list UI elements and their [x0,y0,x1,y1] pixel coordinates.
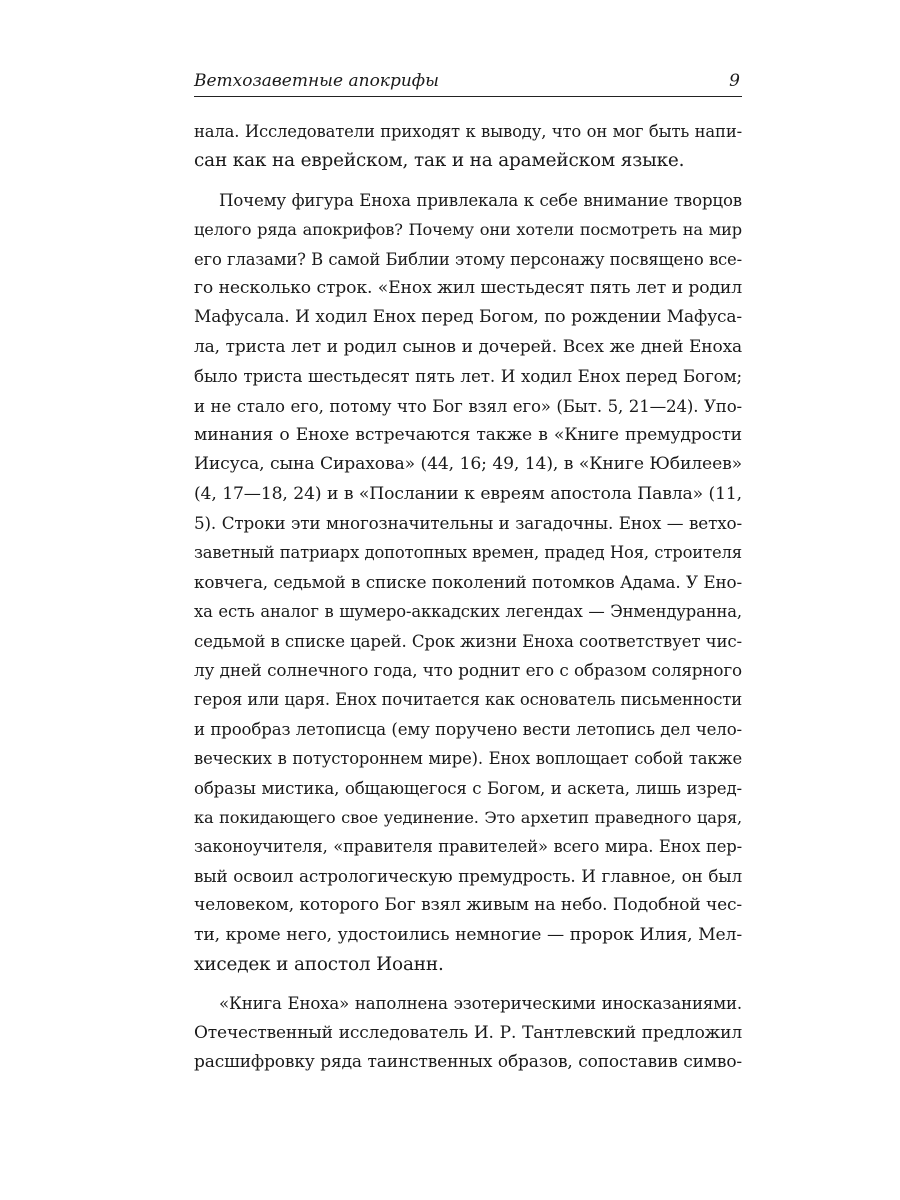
text-line: ла, триста лет и родил сынов и дочерей. Всех же дней Еноха [194,336,742,357]
text-line: (4, 17—18, 24) и в «Послании к евреям апостола Павла» (11, [194,483,742,504]
text-line: целого ряда апокрифов? Почему они хотели посмотреть на мир [194,220,742,240]
text-line: го несколько строк. «Енох жил шестьдесят пять лет и родил [194,277,742,298]
text-line: расшифровку ряда таинственных образов, сопоставив симво- [194,1052,742,1073]
paragraph-3 [194,989,742,1077]
text-line: заветный патриарх допотопных времен, прадед Ноя, строителя [194,543,742,563]
text-line: человеком, которого Бог взял живым на небо. Подобной чес- [194,895,742,916]
text-line: нала. Исследователи приходят к выводу, что он мог быть напи- [194,122,742,141]
text-line: «Книга Еноха» наполнена эзотерическими иносказаниями. [219,994,742,1014]
running-header [194,66,742,97]
text-line: 5). Строки эти многозначительны и загадочны. Енох — ветхо- [194,513,742,534]
text-line: героя или царя. Енох почитается как основатель письменности [194,690,742,710]
paragraph-gap [194,979,742,989]
page-number: 9 [729,71,740,91]
running-title: Ветхозаветные апокрифы [194,71,439,91]
text-line: его глазами? В самой Библии этому персонажу посвящено все- [194,249,742,269]
text-line: хиседек и апостол Иоанн. [194,953,444,975]
text-line: Отечественный исследователь И. Р. Тантлевский предложил [194,1022,742,1043]
text-line: седьмой в списке царей. Срок жизни Еноха соответствует чис- [194,631,742,651]
paragraph-1 [194,117,742,176]
text-line: образы мистика, общающегося с Богом, и аскета, лишь изред- [194,778,742,798]
text-line: законоучителя, «правителя правителей» всего мира. Енох пер- [194,837,742,857]
text-line: ковчега, седьмой в списке поколений потомков Адама. У Ено- [194,571,742,592]
text-line: было триста шестьдесят пять лет. И ходил Енох перед Богом; [194,366,742,387]
text-line: вый освоил астрологическую премудрость. И главное, он был [194,865,742,886]
text-line: лу дней солнечного года, что роднит его с образом солярного [194,660,742,681]
text-body [194,117,742,1078]
text-line: веческих в потустороннем мире). Енох воплощает собой также [194,749,742,769]
text-line: и прообраз летописца (ему поручено вести летопись дел чело- [194,719,742,739]
text-line: ха есть аналог в шумеро-аккадских легендах — Энмендуранна, [194,602,742,622]
text-line: ти, кроме него, удостоились немногие — пророк Илия, Мел- [194,924,742,945]
text-line: и не стало его, потому что Бог взял его» (Быт. 5, 21—24). Упо- [194,396,742,416]
text-line: Почему фигура Еноха привлекала к себе внимание творцов [219,190,742,210]
text-line: Мафусала. И ходил Енох перед Богом, по рождении Мафуса- [194,307,742,328]
text-line: Иисуса, сына Сирахова» (44, 16; 49, 14), в «Книге Юбилеев» [194,454,742,475]
text-line: минания о Енохе встречаются также в «Книге премудрости [194,424,742,445]
text-line: сан как на еврейском, так и на арамейском языке. [194,150,685,172]
text-line: ка покидающего свое уединение. Это архетип праведного царя, [194,807,742,827]
paragraph-2 [194,186,742,980]
paragraph-gap [194,176,742,186]
